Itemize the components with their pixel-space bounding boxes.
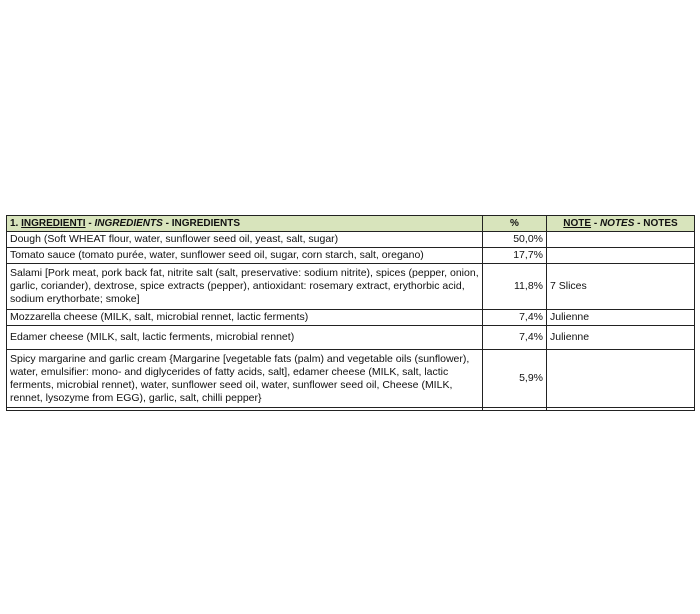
table-row [7, 326, 695, 350]
notes-label: NOTES [643, 218, 678, 229]
ingredient-description: Spicy margarine and garlic cream {Margarine [vegetable fats (palm) and vegetable oils (sunflower), water, emulsifier: mono- and diglycerides of fatty acids, salt], edamer cheese (MILK, salt, lactic ferments, microbial rennet), water, sunflower seed oil, water, sunflower seed oil, Cheese (MILK, rennet, lysozyme from EGG), garlic, salt, chilli pepper} [7, 350, 483, 408]
ingredient-note [547, 248, 695, 264]
ingredient-description: Salami [Pork meat, pork back fat, nitrite salt (salt, preservative: sodium nitrite), spices (pepper, onion, garlic, coriander), dextrose, spice extracts (pepper), antioxidant: rosemary extract, erythorbic acid, sodium erythorbate; smoke] [7, 264, 483, 310]
ingredient-percent: 11,8% [483, 264, 547, 310]
ingredienti-label: INGREDIENTI [21, 218, 86, 229]
table-header-row [7, 216, 695, 232]
ingredients-sheet [6, 215, 694, 411]
ingredient-description: Tomato sauce (tomato purée, water, sunflower seed oil, sugar, corn starch, salt, oregano) [7, 248, 483, 264]
percent-header-cell: % [483, 216, 547, 232]
ingredient-note: Julienne [547, 310, 695, 326]
table-row [7, 232, 695, 248]
ingredient-percent: 17,7% [483, 248, 547, 264]
ingredient-note [547, 232, 695, 248]
table-row [7, 350, 695, 408]
ingredient-note: 7 Slices [547, 264, 695, 310]
ingredient-percent: 7,4% [483, 310, 547, 326]
ingredient-note [547, 350, 695, 408]
ingredients-label: INGREDIENTS [171, 218, 241, 229]
table-row [7, 248, 695, 264]
ingredient-percent: 7,4% [483, 326, 547, 350]
ingredients-table [6, 215, 695, 411]
ingredient-description: Mozzarella cheese (MILK, salt, microbial rennet, lactic ferments) [7, 310, 483, 326]
ingredient-description: Dough (Soft WHEAT flour, water, sunflower seed oil, yeast, salt, sugar) [7, 232, 483, 248]
section-number: 1. [10, 218, 19, 229]
table-row [7, 264, 695, 310]
table-row [7, 310, 695, 326]
ingredient-percent: 50,0% [483, 232, 547, 248]
table-row-cut [7, 408, 695, 411]
ingredient-percent: 5,9% [483, 350, 547, 408]
ingredients-italic-label: INGREDIENTS [94, 218, 163, 229]
notes-italic-label: NOTES [599, 218, 635, 229]
ingredient-description: Edamer cheese (MILK, salt, lactic ferments, microbial rennet) [7, 326, 483, 350]
ingredients-header-cell: 1. INGREDIENTI - INGREDIENTS - INGREDIENTS [7, 216, 483, 232]
ingredient-note: Julienne [547, 326, 695, 350]
note-label: NOTE [563, 218, 592, 229]
notes-header-cell: NOTE - NOTES - NOTES [547, 216, 695, 232]
